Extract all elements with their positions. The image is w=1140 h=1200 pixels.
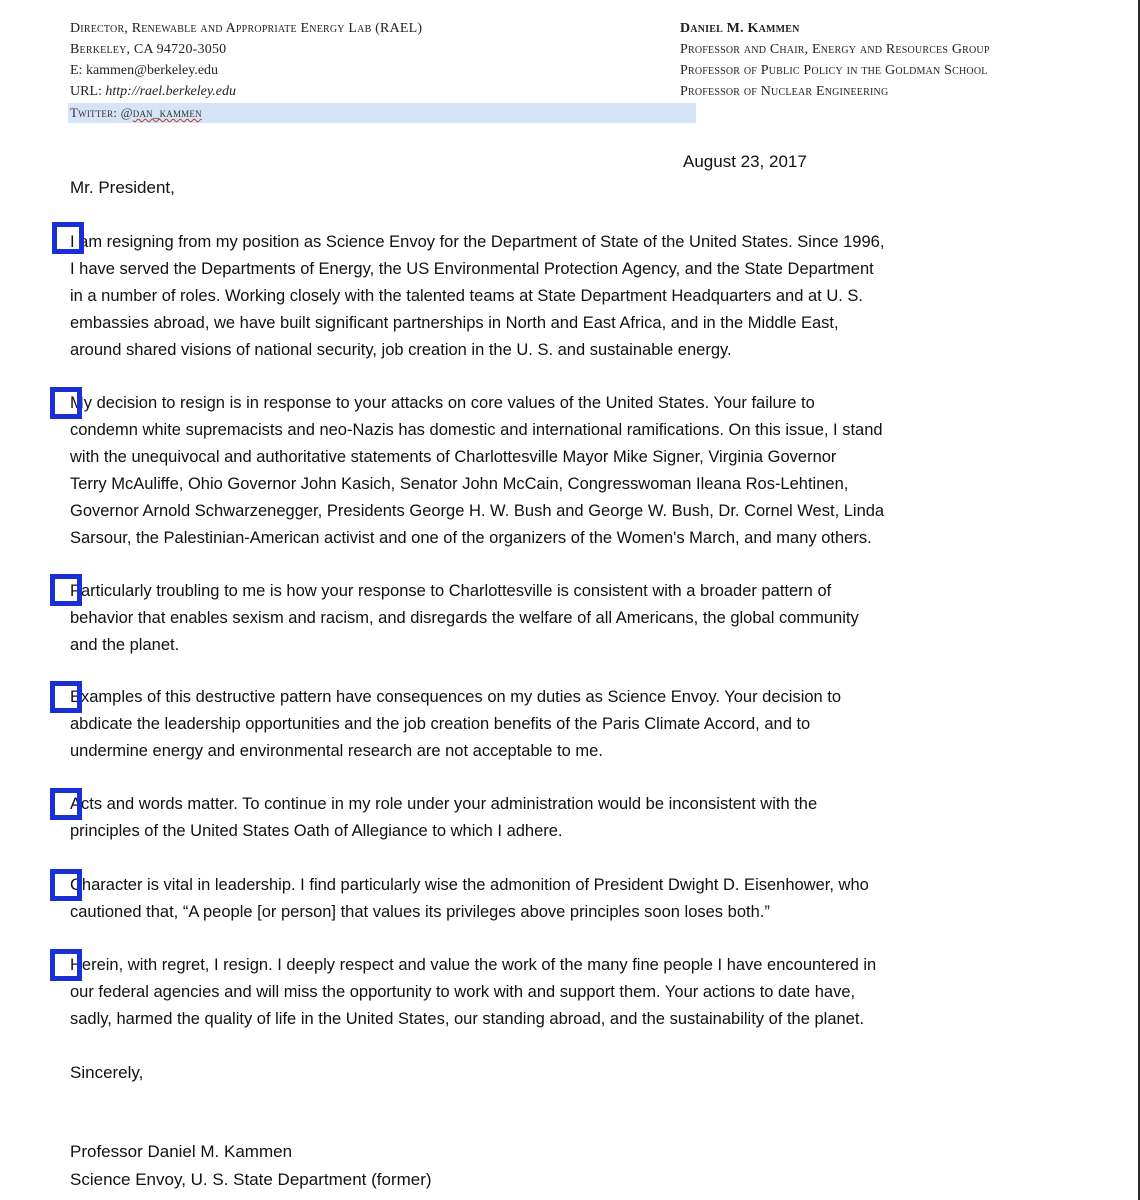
letter-date: August 23, 2017: [683, 152, 807, 171]
paragraph-4: [70, 684, 1070, 765]
highlight-box: [50, 681, 82, 713]
highlight-box: [52, 222, 84, 254]
twitter-line: [70, 104, 202, 122]
twitter-label: Twitter: @: [70, 105, 133, 120]
paragraph-line: Governor Arnold Schwarzenegger, Presidents George H. W. Bush and George W. Bush, Dr. Cornel West, Linda: [70, 502, 885, 520]
twitter-handle[interactable]: dan_kammen: [132, 105, 202, 120]
paragraph-3: [70, 578, 1070, 659]
author-title-2: Professor of Public Policy in the Goldman School: [680, 63, 988, 78]
lab-title: Director, Renewable and Appropriate Energy Lab (RAEL): [70, 21, 423, 36]
letterhead-left: [70, 18, 690, 102]
paragraph-line: embassies abroad, we have built significant partnerships in North and East Africa, and in the Middle East,: [70, 314, 839, 332]
url-label: URL:: [70, 84, 106, 99]
paragraph-line: around shared visions of national security, job creation in the U. S. and sustainable energy.: [70, 341, 732, 359]
paragraph-line: condemn white supremacists and neo-Nazis has domestic and international ramifications. On this issue, I stand: [70, 421, 883, 439]
highlight-box: [50, 387, 82, 419]
paragraph-line: Sarsour, the Palestinian-American activist and one of the organizers of the Women's March, and many others.: [70, 529, 872, 547]
closing: Sincerely,: [70, 1063, 144, 1082]
paragraph-line: in a number of roles. Working closely with the talented teams at State Department Headquarters and at U. S.: [70, 287, 864, 305]
salutation: Mr. President,: [70, 178, 175, 197]
paragraph-line: principles of the United States Oath of Allegiance to which I adhere.: [70, 822, 563, 840]
paragraph-line: I am resigning from my position as Science Envoy for the Department of State of the United States. Since 1996,: [70, 233, 885, 251]
paragraph-line: Herein, with regret, I resign. I deeply respect and value the work of the many fine people I have encountered in: [70, 956, 877, 974]
paragraph-7: [70, 952, 1070, 1033]
letterhead-right: [680, 18, 1120, 102]
paragraph-6: [70, 872, 1070, 926]
paragraph-1: [70, 229, 1070, 364]
signature-title: Science Envoy, U. S. State Department (former): [70, 1170, 432, 1189]
paragraph-line: cautioned that, “A people [or person] that values its privileges above principles soon loses both.”: [70, 903, 770, 921]
paragraph-line: Terry McAuliffe, Ohio Governor John Kasich, Senator John McCain, Congresswoman Ileana Ros-Lehtinen,: [70, 475, 849, 493]
paragraph-line: Acts and words matter. To continue in my role under your administration would be inconsistent with the: [70, 795, 818, 813]
highlight-box: [50, 574, 82, 606]
author-name: Daniel M. Kammen: [680, 21, 800, 36]
paragraph-line: with the unequivocal and authoritative statements of Charlottesville Mayor Mike Signer, Virginia Governor: [70, 448, 837, 466]
paragraph-line: abdicate the leadership opportunities and the job creation benefits of the Paris Climate Accord, and to: [70, 715, 811, 733]
paragraph-line: and the planet.: [70, 636, 180, 654]
paragraph-line: Character is vital in leadership. I find particularly wise the admonition of President Dwight D. Eisenhower, who: [70, 876, 869, 894]
paragraph-line: I have served the Departments of Energy, the US Environmental Protection Agency, and the State Department: [70, 260, 874, 278]
author-title-1: Professor and Chair, Energy and Resources Group: [680, 42, 990, 57]
url-line: [70, 81, 690, 102]
paragraph-2: [70, 390, 1070, 552]
email: E: kammen@berkeley.edu: [70, 63, 219, 78]
signature-name: Professor Daniel M. Kammen: [70, 1142, 293, 1161]
paragraph-line: sadly, harmed the quality of life in the United States, our standing abroad, and the sustainability of the planet.: [70, 1010, 865, 1028]
address: Berkeley, CA 94720-3050: [70, 42, 227, 57]
highlight-box: [50, 869, 82, 901]
paragraph-line: Examples of this destructive pattern have consequences on my duties as Science Envoy. Your decision to: [70, 688, 842, 706]
paragraph-line: behavior that enables sexism and racism, and disregards the welfare of all Americans, the global community: [70, 609, 859, 627]
paragraph-line: undermine energy and environmental research are not acceptable to me.: [70, 742, 603, 760]
author-title-3: Professor of Nuclear Engineering: [680, 84, 889, 99]
paragraph-line: Particularly troubling to me is how your response to Charlottesville is consistent with a broader pattern of: [70, 582, 832, 600]
highlight-box: [50, 949, 82, 981]
paragraph-line: My decision to resign is in response to your attacks on core values of the United States. Your failure to: [70, 394, 815, 412]
highlight-box: [50, 788, 82, 820]
url-link[interactable]: http://rael.berkeley.edu: [105, 84, 237, 99]
paragraph-line: our federal agencies and will miss the opportunity to work with and support them. Your actions to date have,: [70, 983, 856, 1001]
paragraph-5: [70, 791, 1070, 845]
